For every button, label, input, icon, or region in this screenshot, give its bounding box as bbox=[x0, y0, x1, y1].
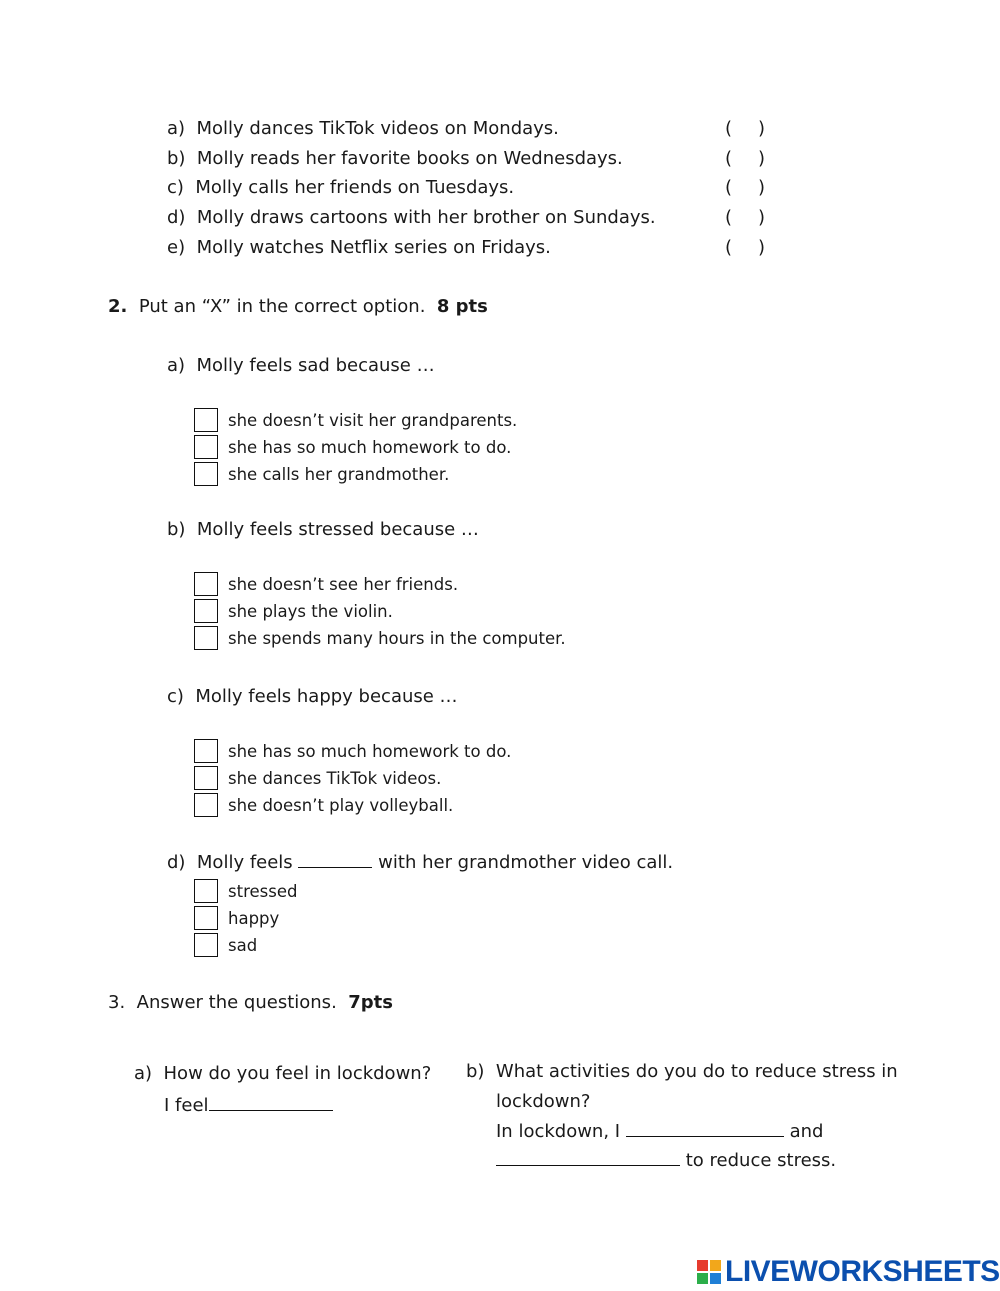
checkbox[interactable] bbox=[194, 879, 218, 903]
statement-c: c) Molly calls her friends on Tuesdays. bbox=[167, 177, 515, 198]
answer-3b-line1: In lockdown, I and bbox=[496, 1121, 824, 1142]
question-3a: a) How do you feel in lockdown? bbox=[134, 1063, 432, 1084]
checkbox[interactable] bbox=[194, 572, 218, 596]
question-2b-prompt: b) Molly feels stressed because … bbox=[167, 519, 479, 540]
option-2d-1: stressed bbox=[194, 878, 297, 904]
option-2d-3: sad bbox=[194, 932, 257, 958]
question-3b: b) What activities do you do to reduce stress in bbox=[466, 1061, 898, 1082]
option-2c-2: she dances TikTok videos. bbox=[194, 765, 441, 791]
answer-3a-blank[interactable] bbox=[209, 1094, 333, 1111]
answer-3b-blank-2[interactable] bbox=[496, 1149, 680, 1166]
section-3-heading: 3. Answer the questions. 7pts bbox=[108, 992, 393, 1013]
logo-blocks-icon bbox=[697, 1260, 721, 1284]
answer-parentheses-a[interactable]: ( ) bbox=[725, 118, 766, 139]
question-2a-prompt: a) Molly feels sad because … bbox=[167, 355, 435, 376]
question-2c-prompt: c) Molly feels happy because … bbox=[167, 686, 458, 707]
checkbox[interactable] bbox=[194, 462, 218, 486]
question-3b-line2: lockdown? bbox=[496, 1091, 591, 1112]
option-2a-1: she doesn’t visit her grandparents. bbox=[194, 407, 517, 433]
checkbox[interactable] bbox=[194, 906, 218, 930]
answer-3b-line2: to reduce stress. bbox=[496, 1149, 836, 1171]
statement-b: b) Molly reads her favorite books on Wednesdays. bbox=[167, 148, 623, 169]
fill-blank[interactable] bbox=[298, 851, 372, 868]
option-2c-1: she has so much homework to do. bbox=[194, 738, 511, 764]
statement-e: e) Molly watches Netflix series on Fridays. bbox=[167, 237, 551, 258]
answer-3a: I feel bbox=[164, 1094, 333, 1116]
checkbox[interactable] bbox=[194, 408, 218, 432]
checkbox[interactable] bbox=[194, 766, 218, 790]
checkbox[interactable] bbox=[194, 599, 218, 623]
option-2c-3: she doesn’t play volleyball. bbox=[194, 792, 453, 818]
checkbox[interactable] bbox=[194, 793, 218, 817]
checkbox[interactable] bbox=[194, 435, 218, 459]
answer-parentheses-b[interactable]: ( ) bbox=[725, 148, 766, 169]
option-2d-2: happy bbox=[194, 905, 279, 931]
option-2b-3: she spends many hours in the computer. bbox=[194, 625, 566, 651]
checkbox[interactable] bbox=[194, 933, 218, 957]
question-2d-prompt: d) Molly feels with her grandmother video call. bbox=[167, 852, 674, 873]
option-2a-3: she calls her grandmother. bbox=[194, 461, 449, 487]
option-2a-2: she has so much homework to do. bbox=[194, 434, 511, 460]
answer-parentheses-c[interactable]: ( ) bbox=[725, 177, 766, 198]
answer-parentheses-e[interactable]: ( ) bbox=[725, 237, 766, 258]
option-2b-1: she doesn’t see her friends. bbox=[194, 571, 458, 597]
section-2-heading: 2. Put an “X” in the correct option. 8 pts bbox=[108, 296, 488, 317]
option-2b-2: she plays the violin. bbox=[194, 598, 393, 624]
statement-a: a) Molly dances TikTok videos on Mondays. bbox=[167, 118, 559, 139]
answer-parentheses-d[interactable]: ( ) bbox=[725, 207, 766, 228]
answer-3b-blank-1[interactable] bbox=[626, 1120, 784, 1137]
statement-d: d) Molly draws cartoons with her brother on Sundays. bbox=[167, 207, 656, 228]
liveworksheets-logo: LIVEWORKSHEETS bbox=[697, 1255, 1000, 1289]
checkbox[interactable] bbox=[194, 739, 218, 763]
checkbox[interactable] bbox=[194, 626, 218, 650]
